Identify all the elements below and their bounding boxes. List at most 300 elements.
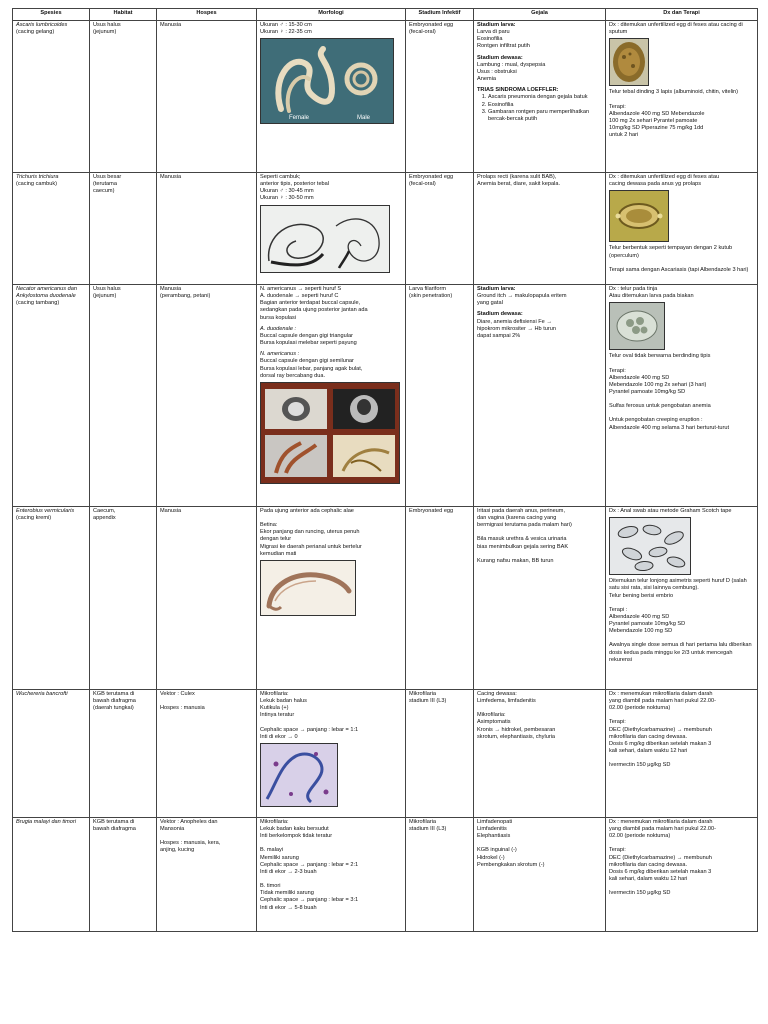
text-line: Awalnya single dose semua di hari pertama lalu diberikan dosis kedua pada minggu ke 2/3 untuk mencegah rekurensi	[609, 642, 752, 663]
cell-dx-terapi	[606, 21, 758, 173]
text-line: kali sehari, dalam waktu 12 hari	[609, 748, 688, 755]
text-line: Mebendazole 100 mg SD	[609, 628, 673, 635]
text-line	[477, 529, 602, 536]
cell-lines	[160, 286, 253, 300]
text-line: KGB inguinal (-)	[477, 847, 517, 854]
text-line: 100 mg 2x sehari Pyrantel pamoate	[609, 117, 698, 124]
header-stadium: Stadium Infektif	[406, 9, 474, 21]
species-name: Necator americanus dan Ankylostoma duodenale	[16, 286, 77, 300]
cell-lines	[260, 286, 402, 322]
text-line: Albendazole 400 mg SD	[609, 374, 670, 381]
cell-lines	[609, 245, 754, 273]
table-row	[13, 818, 758, 932]
cell-stadium	[406, 173, 474, 285]
cell-lines	[409, 286, 470, 300]
text-line: Cacing dewasa:	[477, 691, 517, 697]
table-row	[13, 285, 758, 507]
cell-lines	[260, 333, 402, 347]
text-line: Anemia	[477, 76, 496, 83]
text-line: Bursa kopulasi lebar, panjang agak bulat,	[260, 365, 363, 372]
text-line: mikrofilaria dan cacing dewasa.	[609, 861, 688, 868]
enterobius-eggs-image	[609, 517, 691, 575]
text-line	[260, 720, 402, 727]
cell-lines	[93, 22, 153, 36]
cell-lines	[609, 22, 754, 36]
text-line: Larva filariform	[409, 286, 446, 292]
cell-lines	[93, 286, 153, 300]
text-line: Caecum,	[93, 508, 116, 514]
text-line: Ekor panjang dan runcing, uterus penuh	[260, 529, 360, 536]
cell-lines	[160, 508, 253, 515]
gejala-trias-title: TRIAS SINDROMA LOEFFLER:	[477, 87, 559, 94]
text-line	[609, 883, 754, 890]
cell-lines	[160, 174, 253, 181]
text-line: Tidak memiliki sarung	[260, 890, 314, 897]
text-line: DEC (Diethylcarbamazine) → membunuh	[609, 854, 712, 861]
cell-lines	[93, 174, 153, 195]
species-name: Enterobius vermicularis	[16, 508, 75, 514]
text-line: Kronis → hidrokel, pembesaran	[477, 726, 556, 733]
text-line: Intinya teratur	[260, 712, 295, 719]
text-line: Hospes : manusia	[160, 705, 205, 712]
cell-species	[13, 173, 90, 285]
text-line: Ukuran ♂ : 30-45 mm	[260, 188, 314, 195]
text-line: Dosis 6 mg/kg diberikan setelah makan 3	[609, 868, 712, 875]
cell-lines	[160, 819, 253, 855]
text-line: Terapi sama dengan Ascariasis (tapi Albendazole 3 hari)	[609, 266, 749, 273]
text-line: bawah diafragma	[93, 826, 136, 833]
cell-lines	[609, 174, 754, 188]
parasite-table	[12, 8, 758, 932]
text-line: (daerah tungkai)	[93, 705, 134, 712]
header-dx-terapi: Dx dan Terapi	[606, 9, 758, 21]
text-line: Bursa kopulasi melebar seperti payung	[260, 340, 357, 347]
cell-hospes	[157, 21, 257, 173]
species-name: Brugia malayi dan timori	[16, 819, 77, 825]
text-line: Prolaps recti (karena sulit BAB),	[477, 174, 557, 180]
text-line: stadium III (L3)	[409, 698, 447, 705]
text-line: Ukuran ♂ : 15-30 cm	[260, 22, 312, 28]
cell-gejala	[474, 818, 606, 932]
text-line: Buccal capsule dengan gigi triangular	[260, 332, 353, 339]
text-line: Dx : menemukan mikrofilaria dalam darah	[609, 819, 713, 825]
text-line: Limfadenitis	[477, 826, 507, 833]
text-line: Pyrantel pamoate 10mg/kg SD	[609, 621, 686, 628]
cell-lines	[160, 22, 253, 29]
text-line: dapat sampai 2%	[477, 332, 521, 339]
text-line	[609, 635, 754, 642]
cell-hospes	[157, 285, 257, 507]
text-line: Terapi :	[609, 606, 628, 613]
cell-lines	[93, 691, 153, 712]
text-line: Hidrokel (-)	[477, 854, 505, 861]
text-line: Telur berbentuk seperti tempayan dengan 2 kutub (operculum)	[609, 245, 733, 259]
text-line: (fecal-oral)	[409, 181, 436, 188]
cell-lines	[260, 22, 402, 36]
cell-species	[13, 507, 90, 690]
cell-lines	[260, 691, 402, 741]
text-line: Embryonated egg	[409, 508, 454, 514]
cell-stadium	[406, 690, 474, 818]
enterobius-worm-image	[260, 560, 356, 616]
hookworm-egg-image	[609, 302, 665, 350]
text-line: Mikrofilaria:	[260, 819, 289, 825]
cell-lines	[609, 578, 754, 664]
trichuris-egg-image	[609, 190, 669, 242]
text-line: Mansonia	[160, 826, 185, 833]
header-hospes: Hospes	[157, 9, 257, 21]
cell-dx-terapi	[606, 507, 758, 690]
text-line: 02.00 (periode nokturna)	[609, 833, 671, 840]
cell-lines	[260, 174, 402, 203]
text-line: Terapi:	[609, 719, 626, 726]
text-line	[260, 876, 402, 883]
text-line: mikrofilaria dan cacing dewasa.	[609, 733, 688, 740]
text-line: Inti di ekor → 5-8 buah	[260, 904, 317, 911]
text-line: (perambang, petani)	[160, 293, 211, 300]
text-line: Ditemukan telur lonjong asimetris seperti huruf D (salah satu sisi rata, sisi lainnya cembung).	[609, 578, 747, 592]
text-line: kemudian mati	[260, 550, 297, 557]
cell-species	[13, 818, 90, 932]
cell-habitat	[90, 818, 157, 932]
cell-gejala	[474, 173, 606, 285]
cell-dx-terapi	[606, 173, 758, 285]
cell-habitat	[90, 21, 157, 173]
cell-lines	[477, 29, 602, 50]
cell-lines	[477, 62, 602, 83]
cell-lines	[160, 691, 253, 712]
text-line: Rontgen infiltrat putih	[477, 43, 530, 50]
cell-habitat	[90, 507, 157, 690]
text-line	[609, 396, 754, 403]
text-line: Limfadenopati	[477, 819, 513, 825]
text-line	[260, 515, 402, 522]
text-line	[160, 833, 253, 840]
text-line	[609, 840, 754, 847]
wuchereria-microfilaria-image	[260, 743, 338, 807]
cell-stadium	[406, 21, 474, 173]
text-line: Untuk pengobatan creeping eruption :	[609, 417, 703, 424]
cell-habitat	[90, 173, 157, 285]
text-line: Anemia berat, diare, sakit kepala.	[477, 181, 561, 188]
text-line: N. americanus → seperti huruf S	[260, 286, 342, 292]
text-line: Buccal capsule dengan gigi semilunar	[260, 358, 354, 365]
text-line: Pembengkakan skrotum (-)	[477, 861, 545, 868]
text-line	[609, 712, 754, 719]
ascaris-worms-image	[260, 38, 394, 124]
cell-morfologi	[257, 21, 406, 173]
header-spesies: Spesies	[13, 9, 90, 21]
list-item: 3. Gambaran rontgen paru memperlihatkan bercak-bercak putih	[488, 109, 602, 123]
text-line: A. duodenale → seperti huruf C	[260, 293, 339, 300]
text-line: sedangkan pada ujung posterior jantan ada	[260, 307, 368, 314]
text-line: dorsal ray bercabang dua.	[260, 372, 325, 379]
species-common: (cacing kremi)	[16, 515, 52, 522]
cell-gejala	[474, 285, 606, 507]
text-line: Mikrofilaria:	[477, 712, 506, 719]
morph-c-title: N. americanus :	[260, 351, 300, 358]
cell-lines	[477, 508, 602, 565]
cell-species	[13, 690, 90, 818]
cell-lines	[609, 353, 754, 431]
cell-lines	[477, 174, 602, 188]
text-line: Usus : obstruksi	[477, 68, 517, 75]
cell-lines	[409, 174, 470, 188]
cell-morfologi	[257, 285, 406, 507]
text-line: Kurang nafsu makan, BB turun	[477, 557, 554, 564]
cell-gejala	[474, 507, 606, 690]
text-line: Lekuk badan halus	[260, 698, 307, 705]
gejala-larva-title: Stadium larva:	[477, 286, 516, 292]
text-line: 02.00 (periode nokturna)	[609, 705, 671, 712]
trias-list	[477, 94, 602, 123]
header-morfologi: Morfologi	[257, 9, 406, 21]
text-line: Hospes : manusia, kera,	[160, 840, 221, 847]
text-line: Manusia	[160, 286, 182, 292]
species-common: (cacing cambuk)	[16, 181, 58, 188]
text-line: caecum)	[93, 188, 115, 195]
text-line: Sulfas ferosus untuk pengobatan anemia	[609, 403, 711, 410]
text-line: Pada ujung anterior ada cephalic alae	[260, 508, 354, 514]
text-line: Manusia	[160, 22, 182, 28]
label-male: Male	[357, 115, 371, 122]
text-line: bursa kopulasi	[260, 314, 297, 321]
text-line: Dx : ditemukan unfertilized egg di feses atau	[609, 174, 720, 180]
text-line: Ground itch → makulopapula eritem	[477, 293, 567, 300]
text-line: anjing, kucing	[160, 847, 195, 854]
species-name: Ascaris lumbricoides	[16, 22, 68, 28]
cell-dx-terapi	[606, 285, 758, 507]
cell-lines	[409, 508, 470, 515]
species-common: (cacing tambang)	[16, 300, 60, 307]
species-name: Wuchereria bancrofti	[16, 691, 68, 697]
cell-lines	[260, 508, 402, 558]
text-line: (terutama	[93, 181, 117, 188]
text-line: Telur bening berisi embrio	[609, 592, 674, 599]
text-line: Terapi:	[609, 847, 626, 854]
text-line: dan vagina (karena cacing yang	[477, 515, 557, 522]
trichuris-worms-image	[260, 205, 390, 273]
text-line: B. malayi	[260, 847, 284, 854]
cell-habitat	[90, 690, 157, 818]
text-line	[477, 705, 602, 712]
text-line: yang diambil pada malam hari pukul 22.00-	[609, 698, 716, 705]
text-line: Seperti cambuk;	[260, 174, 301, 180]
text-line: Manusia	[160, 508, 182, 514]
text-line: stadium III (L3)	[409, 826, 447, 833]
text-line: Dx : telur pada tinja	[609, 286, 658, 292]
text-line: Mikrofilaria:	[260, 691, 289, 697]
text-line: bermigrasi terutama pada malam hari)	[477, 522, 572, 529]
text-line	[477, 840, 602, 847]
text-line: untuk 2 hari	[609, 132, 639, 139]
text-line: dengan telur	[260, 536, 292, 543]
text-line: cacing dewasa pada anus yg prolaps	[609, 181, 702, 188]
cell-lines	[409, 819, 470, 833]
text-line: Usus halus	[93, 22, 121, 28]
text-line: Manusia	[160, 174, 182, 180]
cell-dx-terapi	[606, 818, 758, 932]
cell-lines	[477, 819, 602, 869]
cell-lines	[260, 819, 402, 912]
cell-stadium	[406, 818, 474, 932]
cell-lines	[609, 286, 754, 300]
text-line: Dx : menemukan mikrofilaria dalam darah	[609, 691, 713, 697]
text-line: (skin penetration)	[409, 293, 453, 300]
text-line: Dx : ditemukan unfertilized egg di feses atau cacing di sputum	[609, 22, 743, 36]
cell-lines	[93, 508, 153, 522]
text-line: Bila masuk urethra & vesica urinaria	[477, 536, 567, 543]
text-line: Lambung : mual, dyspepsia	[477, 61, 546, 68]
cell-lines	[260, 358, 402, 379]
text-line: Migrasi ke daerah perianal untuk bertelur	[260, 543, 362, 550]
gejala-dewasa-title: Stadium dewasa:	[477, 311, 523, 318]
cell-lines	[609, 819, 754, 897]
text-line: Telur tebal dinding 3 lapis (albuminoid, chitin, vitelin)	[609, 89, 739, 96]
text-line: kali sehari, dalam waktu 12 hari	[609, 876, 688, 883]
cell-hospes	[157, 173, 257, 285]
text-line: anterior tipis, posterior tebal	[260, 181, 330, 188]
text-line: Vektor : Anopheles dan	[160, 819, 218, 825]
text-line: Usus halus	[93, 286, 121, 292]
text-line: KGB terutama di	[93, 819, 135, 825]
label-female: Female	[289, 115, 310, 122]
cell-lines	[477, 691, 602, 741]
text-line: Terapi:	[609, 103, 626, 110]
text-line: Mikrofilaria	[409, 819, 437, 825]
cell-species	[13, 285, 90, 507]
text-line: appendix	[93, 515, 116, 522]
table-row	[13, 690, 758, 818]
cell-lines	[93, 819, 153, 833]
cell-habitat	[90, 285, 157, 507]
cell-lines	[477, 293, 602, 307]
table-row	[13, 21, 758, 173]
text-line: Memiliki sarung	[260, 854, 299, 861]
cell-lines	[609, 89, 754, 139]
ascaris-egg-image	[609, 38, 649, 86]
cell-lines	[409, 691, 470, 705]
text-line: Lekuk badan kaku bersudut	[260, 826, 329, 833]
cell-hospes	[157, 690, 257, 818]
text-line	[260, 840, 402, 847]
text-line	[609, 755, 754, 762]
text-line: Limfedema, limfadenitis	[477, 698, 536, 705]
text-line: Cephalic space → panjang : lebar = 3:1	[260, 897, 359, 904]
text-line: Albendazole 400 mg SD	[609, 613, 670, 620]
text-line: 10mg/kg SD Piperazine 75 mg/kg 1dd	[609, 125, 704, 132]
species-common: (cacing gelang)	[16, 29, 55, 36]
text-line	[609, 600, 754, 607]
cell-gejala	[474, 21, 606, 173]
text-line: Usus besar	[93, 174, 122, 180]
text-line	[609, 410, 754, 417]
text-line: Atau ditemukan larva pada biakan	[609, 293, 694, 300]
gejala-dewasa-title: Stadium dewasa:	[477, 54, 523, 61]
text-line: Eosinofilia	[477, 36, 503, 43]
cell-morfologi	[257, 507, 406, 690]
text-line: Diare, anemia defisiensi Fe →	[477, 318, 552, 325]
text-line: Telur oval tidak berwarna berdinding tipis	[609, 353, 711, 360]
text-line: Inti di ekor → 2-3 buah	[260, 868, 317, 875]
text-line	[609, 260, 754, 267]
list-item: 1. Ascaris pneumonia dengan gejala batuk	[488, 94, 602, 101]
cell-gejala	[474, 690, 606, 818]
cell-lines	[409, 22, 470, 36]
header-habitat: Habitat	[90, 9, 157, 21]
species-name: Trichuris trichiura	[16, 174, 59, 180]
text-line	[477, 551, 602, 558]
table-row	[13, 507, 758, 690]
text-line: KGB terutama di	[93, 691, 135, 697]
text-line	[160, 698, 253, 705]
text-line: Mebendazole 100 mg 2x sehari (3 hari)	[609, 381, 707, 388]
cell-lines	[477, 319, 602, 340]
text-line: (jejunum)	[93, 29, 117, 36]
text-line: Bagian anterior terdapat buccal capsule,	[260, 300, 361, 307]
text-line: Terapi:	[609, 367, 626, 374]
cell-dx-terapi	[606, 690, 758, 818]
text-line: Kutikula (+)	[260, 705, 289, 712]
header-row	[13, 9, 758, 21]
cell-lines	[609, 508, 754, 515]
text-line: bias menimbulkan gejala sering BAK	[477, 543, 569, 550]
cell-hospes	[157, 507, 257, 690]
table-row	[13, 173, 758, 285]
text-line: bawah diafragma	[93, 698, 136, 705]
text-line: hipokrom mikrositer → Hb turun	[477, 325, 556, 332]
cell-species	[13, 21, 90, 173]
text-line: Ukuran ♀ : 30-50 mm	[260, 195, 314, 202]
text-line: Inti di ekor → 0	[260, 733, 298, 740]
text-line: Inti berkelompok tidak teratur	[260, 833, 333, 840]
cell-morfologi	[257, 173, 406, 285]
text-line: Larva di paru	[477, 29, 510, 36]
text-line: Mikrofilaria	[409, 691, 437, 697]
text-line: Pyrantel pamoate 10mg/kg SD	[609, 389, 686, 396]
text-line: B. timori	[260, 883, 281, 890]
text-line: Cephalic space → panjang : lebar = 2:1	[260, 861, 359, 868]
text-line	[609, 361, 754, 368]
text-line: Ivermectin 150 μg/kg SD	[609, 890, 671, 897]
text-line: Albendazole 400 mg selama 3 hari berturut-turut	[609, 424, 730, 431]
text-line: Dosis 6 mg/kg diberikan setelah makan 3	[609, 740, 712, 747]
text-line: Ivermectin 150 μg/kg SD	[609, 762, 671, 769]
text-line: Embryonated egg	[409, 174, 454, 180]
text-line	[609, 97, 754, 104]
cell-lines	[609, 691, 754, 769]
text-line: Vektor : Culex	[160, 691, 195, 697]
text-line: Albendazole 400 mg SD Mebendazole	[609, 110, 705, 117]
cell-stadium	[406, 507, 474, 690]
text-line: (fecal-oral)	[409, 29, 436, 36]
text-line: Dx : Anal swab atau metode Graham Scotch tape	[609, 508, 732, 514]
text-line: Asimptomatis	[477, 719, 511, 726]
text-line: (jejunum)	[93, 293, 117, 300]
text-line: DEC (Diethylcarbamazine) → membunuh	[609, 726, 712, 733]
cell-morfologi	[257, 690, 406, 818]
text-line: Betina:	[260, 522, 278, 529]
text-line: Elephantiasis	[477, 833, 511, 840]
cell-hospes	[157, 818, 257, 932]
text-line: Iritasi pada daerah anus, perineum,	[477, 508, 566, 514]
text-line: Ukuran ♀ : 22-35 cm	[260, 29, 312, 36]
text-line: skrotum, elephantiasis, chyluria	[477, 733, 556, 740]
hookworm-images	[260, 382, 400, 484]
cell-stadium	[406, 285, 474, 507]
header-gejala: Gejala	[474, 9, 606, 21]
gejala-larva-title: Stadium larva:	[477, 22, 516, 28]
